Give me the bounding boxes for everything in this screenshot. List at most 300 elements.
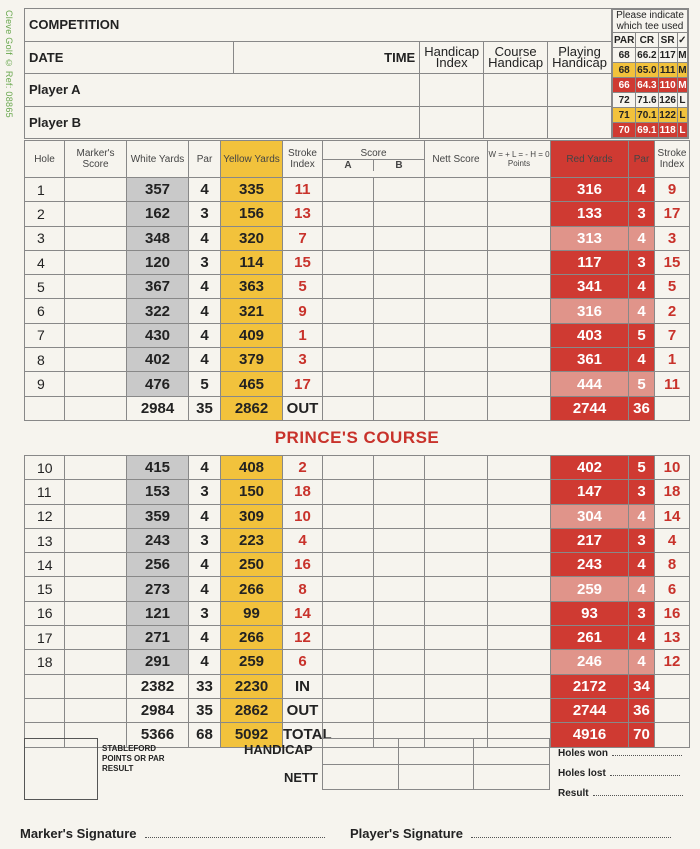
total-blank bbox=[25, 674, 65, 698]
column-header-row bbox=[25, 141, 690, 178]
tee-sr: 111 bbox=[659, 64, 676, 76]
hole-number: 7 bbox=[25, 323, 65, 347]
red-stroke-index: 8 bbox=[655, 553, 690, 577]
score-a-cell[interactable] bbox=[323, 650, 374, 674]
total-points[interactable] bbox=[488, 698, 551, 722]
par: 4 bbox=[189, 348, 221, 372]
tee-row[interactable] bbox=[613, 48, 688, 63]
stroke-index: 11 bbox=[283, 178, 323, 202]
marker-signature-label: Marker's Signature bbox=[20, 826, 137, 841]
total-red-par: 34 bbox=[629, 674, 655, 698]
nett-score-cell[interactable] bbox=[425, 650, 488, 674]
player-b-handicap-index[interactable] bbox=[420, 106, 484, 139]
score-b-cell[interactable] bbox=[374, 250, 425, 274]
red-stroke-index: 14 bbox=[655, 504, 690, 528]
red-yards: 316 bbox=[551, 178, 629, 202]
course-name: PRINCE'S COURSE bbox=[274, 427, 440, 447]
marker-score-cell[interactable] bbox=[65, 626, 127, 650]
par: 4 bbox=[189, 650, 221, 674]
marker-score-cell[interactable] bbox=[65, 504, 127, 528]
tee-row[interactable] bbox=[613, 123, 688, 138]
nett-c[interactable] bbox=[474, 764, 550, 790]
white-yards: 402 bbox=[127, 348, 189, 372]
marker-score-cell[interactable] bbox=[65, 372, 127, 396]
total-blank bbox=[25, 698, 65, 722]
par: 4 bbox=[189, 178, 221, 202]
tee-sr: 110 bbox=[659, 79, 676, 91]
yellow-yards: 114 bbox=[221, 250, 283, 274]
total-score-a[interactable] bbox=[323, 698, 374, 722]
tee-row[interactable] bbox=[613, 93, 688, 108]
marker-score-cell[interactable] bbox=[65, 577, 127, 601]
tee-g: L bbox=[677, 123, 687, 138]
total-label: IN bbox=[283, 674, 323, 698]
col-score-b: B bbox=[395, 159, 403, 171]
score-a-cell[interactable] bbox=[323, 480, 374, 504]
score-b-cell[interactable] bbox=[374, 275, 425, 299]
score-b-cell[interactable] bbox=[374, 202, 425, 226]
hole-number: 12 bbox=[25, 504, 65, 528]
yellow-yards: 335 bbox=[221, 178, 283, 202]
red-stroke-index: 5 bbox=[655, 275, 690, 299]
total-yellow-yards: 2862 bbox=[221, 396, 283, 420]
score-b-cell[interactable] bbox=[374, 577, 425, 601]
points-cell[interactable] bbox=[488, 250, 551, 274]
score-a-cell[interactable] bbox=[323, 626, 374, 650]
tee-row[interactable] bbox=[613, 63, 688, 78]
red-par: 3 bbox=[629, 202, 655, 226]
tee-par: 68 bbox=[613, 48, 636, 63]
white-yards: 256 bbox=[127, 553, 189, 577]
nett-score-cell[interactable] bbox=[425, 299, 488, 323]
marker-score-cell[interactable] bbox=[65, 250, 127, 274]
hole-number: 6 bbox=[25, 299, 65, 323]
nett-b[interactable] bbox=[398, 764, 474, 790]
score-a-cell[interactable] bbox=[323, 455, 374, 479]
tee-note: Please indicate which tee used bbox=[613, 10, 688, 33]
score-a-cell[interactable] bbox=[323, 299, 374, 323]
marker-score-cell[interactable] bbox=[65, 528, 127, 552]
tee-cr: 65.0 bbox=[637, 64, 657, 76]
tee-head-row bbox=[613, 33, 688, 48]
col-red: Red Yards bbox=[551, 141, 629, 178]
hole-number: 14 bbox=[25, 553, 65, 577]
par: 4 bbox=[189, 626, 221, 650]
marker-score-cell[interactable] bbox=[65, 455, 127, 479]
time-label: TIME bbox=[234, 41, 420, 74]
total-red-yards: 2744 bbox=[551, 396, 629, 420]
score-a-cell[interactable] bbox=[323, 323, 374, 347]
par: 4 bbox=[189, 323, 221, 347]
score-b-cell[interactable] bbox=[374, 299, 425, 323]
par: 3 bbox=[189, 250, 221, 274]
score-b-cell[interactable] bbox=[374, 504, 425, 528]
hole-number: 16 bbox=[25, 601, 65, 625]
player-a-course-handicap[interactable] bbox=[484, 74, 548, 107]
nett-a[interactable] bbox=[323, 764, 399, 790]
date-label: DATE bbox=[25, 41, 234, 74]
white-yards: 367 bbox=[127, 275, 189, 299]
stableford-box[interactable] bbox=[24, 738, 98, 800]
score-a-cell[interactable] bbox=[323, 577, 374, 601]
score-a-cell[interactable] bbox=[323, 601, 374, 625]
marker-score-cell[interactable] bbox=[65, 480, 127, 504]
points-cell[interactable] bbox=[488, 577, 551, 601]
score-b-cell[interactable] bbox=[374, 480, 425, 504]
marker-score-cell[interactable] bbox=[65, 299, 127, 323]
score-a-cell[interactable] bbox=[323, 250, 374, 274]
yellow-yards: 363 bbox=[221, 275, 283, 299]
stroke-index: 2 bbox=[283, 455, 323, 479]
player-a-playing-handicap[interactable] bbox=[548, 74, 612, 107]
score-b-cell[interactable] bbox=[374, 348, 425, 372]
hole-row bbox=[25, 226, 690, 250]
red-stroke-index: 10 bbox=[655, 455, 690, 479]
white-yards: 476 bbox=[127, 372, 189, 396]
points-cell[interactable] bbox=[488, 275, 551, 299]
stroke-index: 12 bbox=[283, 626, 323, 650]
points-cell[interactable] bbox=[488, 626, 551, 650]
red-par: 3 bbox=[629, 480, 655, 504]
nett-score-cell[interactable] bbox=[425, 250, 488, 274]
yellow-yards: 409 bbox=[221, 323, 283, 347]
hole-row bbox=[25, 250, 690, 274]
total-score-a[interactable] bbox=[323, 674, 374, 698]
nett-score-cell[interactable] bbox=[425, 275, 488, 299]
points-cell[interactable] bbox=[488, 480, 551, 504]
red-yards: 117 bbox=[551, 250, 629, 274]
hole-row bbox=[25, 528, 690, 552]
score-b-cell[interactable] bbox=[374, 323, 425, 347]
total-red-par: 36 bbox=[629, 396, 655, 420]
red-par: 4 bbox=[629, 577, 655, 601]
yellow-yards: 99 bbox=[221, 601, 283, 625]
nett-score-cell[interactable] bbox=[425, 553, 488, 577]
marker-score-cell[interactable] bbox=[65, 650, 127, 674]
points-cell[interactable] bbox=[488, 372, 551, 396]
nett-score-cell[interactable] bbox=[425, 178, 488, 202]
red-par: 3 bbox=[629, 250, 655, 274]
total-nett[interactable] bbox=[425, 396, 488, 420]
score-a-cell[interactable] bbox=[323, 372, 374, 396]
points-cell[interactable] bbox=[488, 528, 551, 552]
yellow-yards: 320 bbox=[221, 226, 283, 250]
red-yards: 246 bbox=[551, 650, 629, 674]
points-cell[interactable] bbox=[488, 323, 551, 347]
nett-score-cell[interactable] bbox=[425, 577, 488, 601]
total-marker-cell[interactable] bbox=[65, 674, 127, 698]
tee-cr: 71.6 bbox=[637, 94, 657, 106]
nett-score-cell[interactable] bbox=[425, 202, 488, 226]
par: 4 bbox=[189, 504, 221, 528]
red-yards: 133 bbox=[551, 202, 629, 226]
scorecard-header bbox=[24, 8, 689, 136]
tee-sr: 118 bbox=[659, 124, 676, 136]
total-red-par: 70 bbox=[629, 723, 655, 747]
nett-score-cell[interactable] bbox=[425, 323, 488, 347]
total-nett[interactable] bbox=[425, 674, 488, 698]
holes-lost-field[interactable] bbox=[558, 768, 680, 779]
total-yellow-yards: 2230 bbox=[221, 674, 283, 698]
total-white-yards: 2984 bbox=[127, 698, 189, 722]
hole-row bbox=[25, 650, 690, 674]
red-yards: 93 bbox=[551, 601, 629, 625]
stroke-index: 16 bbox=[283, 553, 323, 577]
total-white-yards: 5366 bbox=[127, 723, 189, 747]
player-signature[interactable] bbox=[350, 826, 671, 841]
nett-score-cell[interactable] bbox=[425, 626, 488, 650]
footer-section bbox=[24, 738, 689, 798]
white-yards: 322 bbox=[127, 299, 189, 323]
total-par: 33 bbox=[189, 674, 221, 698]
red-stroke-index: 6 bbox=[655, 577, 690, 601]
points-cell[interactable] bbox=[488, 650, 551, 674]
nett-score-cell[interactable] bbox=[425, 528, 488, 552]
stroke-index: 10 bbox=[283, 504, 323, 528]
total-par: 68 bbox=[189, 723, 221, 747]
tee-sr: 122 bbox=[659, 109, 676, 121]
hole-row bbox=[25, 504, 690, 528]
points-cell[interactable] bbox=[488, 455, 551, 479]
red-yards: 403 bbox=[551, 323, 629, 347]
par: 4 bbox=[189, 577, 221, 601]
red-par: 4 bbox=[629, 178, 655, 202]
score-a-cell[interactable] bbox=[323, 202, 374, 226]
col-red-stroke: Stroke Index bbox=[655, 141, 690, 178]
holes-won-field[interactable] bbox=[558, 748, 682, 759]
tee-row[interactable] bbox=[613, 78, 688, 93]
total-label: OUT bbox=[283, 698, 323, 722]
total-points[interactable] bbox=[488, 396, 551, 420]
marker-score-cell[interactable] bbox=[65, 601, 127, 625]
score-a-cell[interactable] bbox=[323, 553, 374, 577]
points-cell[interactable] bbox=[488, 553, 551, 577]
score-b-cell[interactable] bbox=[374, 650, 425, 674]
marker-score-cell[interactable] bbox=[65, 178, 127, 202]
total-score-b[interactable] bbox=[374, 698, 425, 722]
hole-number: 8 bbox=[25, 348, 65, 372]
tee-par: 66 bbox=[613, 78, 636, 93]
white-yards: 359 bbox=[127, 504, 189, 528]
total-red-par: 36 bbox=[629, 698, 655, 722]
marker-signature[interactable] bbox=[20, 826, 325, 841]
col-score-label: Score bbox=[360, 147, 387, 159]
total-red-yards: 2172 bbox=[551, 674, 629, 698]
score-b-cell[interactable] bbox=[374, 178, 425, 202]
score-b-cell[interactable] bbox=[374, 601, 425, 625]
nett-score-cell[interactable] bbox=[425, 601, 488, 625]
nett-score-cell[interactable] bbox=[425, 480, 488, 504]
hole-number: 3 bbox=[25, 226, 65, 250]
tee-g: L bbox=[677, 93, 687, 108]
tee-row[interactable] bbox=[613, 108, 688, 123]
yellow-yards: 150 bbox=[221, 480, 283, 504]
total-score-b[interactable] bbox=[374, 396, 425, 420]
red-stroke-index: 3 bbox=[655, 226, 690, 250]
player-b-playing-handicap[interactable] bbox=[548, 106, 612, 139]
hole-number: 11 bbox=[25, 480, 65, 504]
col-score-a: A bbox=[323, 160, 374, 171]
marker-score-cell[interactable] bbox=[65, 323, 127, 347]
points-cell[interactable] bbox=[488, 226, 551, 250]
par: 4 bbox=[189, 553, 221, 577]
hole-row bbox=[25, 323, 690, 347]
red-stroke-index: 11 bbox=[655, 372, 690, 396]
player-b-label: Player B bbox=[25, 106, 420, 139]
hole-number: 2 bbox=[25, 202, 65, 226]
col-wlh: W = + L = - H = 0 Points bbox=[488, 141, 551, 178]
red-par: 5 bbox=[629, 372, 655, 396]
score-b-cell[interactable] bbox=[374, 372, 425, 396]
nett-score-cell[interactable] bbox=[425, 348, 488, 372]
score-a-cell[interactable] bbox=[323, 504, 374, 528]
col-red-par: Par bbox=[629, 141, 655, 178]
red-stroke-index: 18 bbox=[655, 480, 690, 504]
total-points[interactable] bbox=[488, 674, 551, 698]
par: 4 bbox=[189, 455, 221, 479]
red-par: 4 bbox=[629, 504, 655, 528]
yellow-yards: 250 bbox=[221, 553, 283, 577]
total-marker-cell[interactable] bbox=[65, 396, 127, 420]
yellow-yards: 321 bbox=[221, 299, 283, 323]
total-score-a[interactable] bbox=[323, 396, 374, 420]
course-name-row bbox=[25, 420, 690, 455]
score-b-cell[interactable] bbox=[374, 455, 425, 479]
holes-lost-label: Holes lost bbox=[558, 768, 606, 779]
score-a-cell[interactable] bbox=[323, 226, 374, 250]
total-marker-cell[interactable] bbox=[65, 698, 127, 722]
points-cell[interactable] bbox=[488, 202, 551, 226]
white-yards: 273 bbox=[127, 577, 189, 601]
tee-g: L bbox=[677, 108, 687, 123]
stroke-index: 8 bbox=[283, 577, 323, 601]
stroke-index: 17 bbox=[283, 372, 323, 396]
yellow-yards: 156 bbox=[221, 202, 283, 226]
result-field[interactable] bbox=[558, 788, 683, 799]
marker-score-cell[interactable] bbox=[65, 275, 127, 299]
score-a-cell[interactable] bbox=[323, 275, 374, 299]
par: 3 bbox=[189, 601, 221, 625]
tee-cr: 69.1 bbox=[637, 124, 657, 136]
points-cell[interactable] bbox=[488, 299, 551, 323]
total-red-yards: 4916 bbox=[551, 723, 629, 747]
tee-col-1: CR bbox=[636, 33, 658, 48]
player-b-course-handicap[interactable] bbox=[484, 106, 548, 139]
total-row bbox=[25, 698, 690, 722]
hole-number: 17 bbox=[25, 626, 65, 650]
red-yards: 259 bbox=[551, 577, 629, 601]
score-b-cell[interactable] bbox=[374, 226, 425, 250]
points-cell[interactable] bbox=[488, 601, 551, 625]
yellow-yards: 309 bbox=[221, 504, 283, 528]
marker-score-cell[interactable] bbox=[65, 553, 127, 577]
handicap-b[interactable] bbox=[398, 739, 474, 765]
stroke-index: 9 bbox=[283, 299, 323, 323]
white-yards: 415 bbox=[127, 455, 189, 479]
hole-number: 9 bbox=[25, 372, 65, 396]
total-red-blank bbox=[655, 674, 690, 698]
hole-row bbox=[25, 480, 690, 504]
tee-g: M bbox=[678, 79, 687, 91]
yellow-yards: 223 bbox=[221, 528, 283, 552]
red-yards: 316 bbox=[551, 299, 629, 323]
marker-score-cell[interactable] bbox=[65, 348, 127, 372]
red-stroke-index: 4 bbox=[655, 528, 690, 552]
nett-score-cell[interactable] bbox=[425, 226, 488, 250]
yellow-yards: 408 bbox=[221, 455, 283, 479]
col-hole: Hole bbox=[25, 141, 65, 178]
tee-g: M bbox=[678, 64, 687, 76]
white-yards: 121 bbox=[127, 601, 189, 625]
nett-label: NETT bbox=[284, 770, 318, 785]
points-cell[interactable] bbox=[488, 178, 551, 202]
handicap-a[interactable] bbox=[323, 739, 399, 765]
yellow-yards: 266 bbox=[221, 577, 283, 601]
tee-g: M bbox=[678, 49, 687, 61]
red-yards: 361 bbox=[551, 348, 629, 372]
stroke-index: 3 bbox=[283, 348, 323, 372]
total-yellow-yards: 5092 bbox=[221, 723, 283, 747]
tee-cr: 64.3 bbox=[637, 79, 657, 91]
col-stroke: Stroke Index bbox=[283, 141, 323, 178]
red-stroke-index: 12 bbox=[655, 650, 690, 674]
total-par: 35 bbox=[189, 396, 221, 420]
competition-label: COMPETITION bbox=[25, 9, 612, 42]
hole-row bbox=[25, 601, 690, 625]
stroke-index: 13 bbox=[283, 202, 323, 226]
marker-score-cell[interactable] bbox=[65, 226, 127, 250]
total-score-b[interactable] bbox=[374, 674, 425, 698]
score-b-cell[interactable] bbox=[374, 626, 425, 650]
tee-par: 72 bbox=[613, 93, 636, 108]
col-marker: Marker's Score bbox=[65, 141, 127, 178]
score-a-cell[interactable] bbox=[323, 348, 374, 372]
total-red-yards: 2744 bbox=[551, 698, 629, 722]
playing-handicap-label: Playing Handicap bbox=[548, 41, 612, 74]
col-par: Par bbox=[189, 141, 221, 178]
col-score bbox=[323, 141, 425, 178]
red-yards: 313 bbox=[551, 226, 629, 250]
par: 5 bbox=[189, 372, 221, 396]
red-stroke-index: 15 bbox=[655, 250, 690, 274]
handicap-c[interactable] bbox=[474, 739, 550, 765]
score-a-cell[interactable] bbox=[323, 178, 374, 202]
nett-score-cell[interactable] bbox=[425, 455, 488, 479]
marker-score-cell[interactable] bbox=[65, 202, 127, 226]
tee-par: 70 bbox=[613, 123, 636, 138]
red-par: 4 bbox=[629, 626, 655, 650]
points-cell[interactable] bbox=[488, 504, 551, 528]
score-b-cell[interactable] bbox=[374, 553, 425, 577]
nett-score-cell[interactable] bbox=[425, 504, 488, 528]
score-b-cell[interactable] bbox=[374, 528, 425, 552]
stroke-index: 18 bbox=[283, 480, 323, 504]
hole-number: 18 bbox=[25, 650, 65, 674]
handicap-label: HANDICAP bbox=[244, 742, 313, 757]
score-a-cell[interactable] bbox=[323, 528, 374, 552]
nett-score-cell[interactable] bbox=[425, 372, 488, 396]
hole-row bbox=[25, 455, 690, 479]
tee-col-2: SR bbox=[658, 33, 677, 48]
par: 3 bbox=[189, 528, 221, 552]
points-cell[interactable] bbox=[488, 348, 551, 372]
red-par: 3 bbox=[629, 528, 655, 552]
player-a-handicap-index[interactable] bbox=[420, 74, 484, 107]
total-nett[interactable] bbox=[425, 698, 488, 722]
tee-sr: 126 bbox=[659, 94, 676, 106]
hole-row bbox=[25, 372, 690, 396]
red-stroke-index: 13 bbox=[655, 626, 690, 650]
